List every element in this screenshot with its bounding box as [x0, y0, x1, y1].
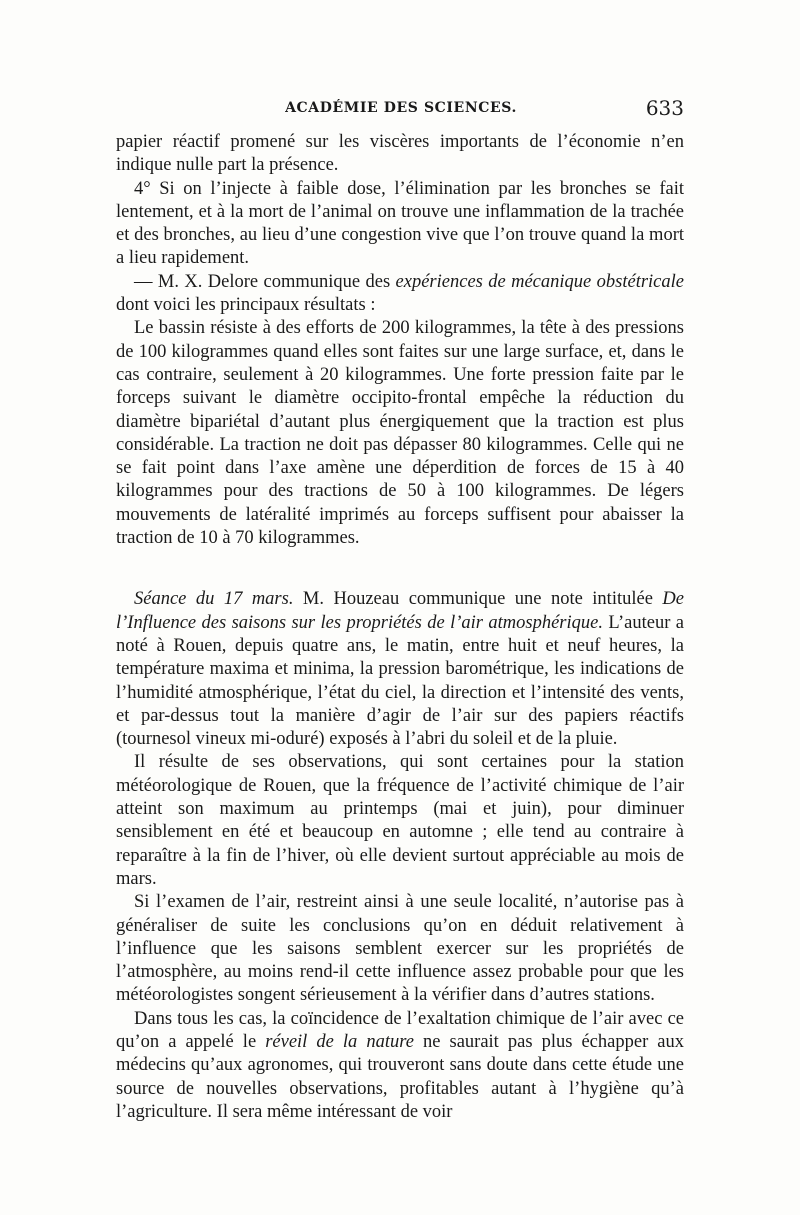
paragraph-3-intro: — M. X. Delore communique des: [134, 271, 396, 292]
paragraph-7: Si l’examen de l’air, restreint ainsi à une seule localité, n’autorise pas à généraliser de suite les conclusions qu’on en déduit relativement à l’influence que les saisons semblent exercer sur les propriétés de l’atmosphère, au moins rend-il cette influence assez probable pour que les météorologistes songent sérieusement à la vérifier dans d’autres stations.: [116, 892, 684, 1006]
paragraph-5-middle: M. Houzeau communique une note intitulée: [293, 589, 663, 610]
paragraph-8-italic: réveil de la nature: [265, 1031, 414, 1052]
paragraph-3-end: dont voici les principaux résultats :: [116, 295, 376, 316]
body-text: [116, 131, 684, 1124]
paragraph-1: papier réactif promené sur les viscères importants de l’économie n’en indique nulle part la présence.: [116, 132, 684, 176]
page-number: 633: [645, 96, 684, 120]
paragraph-2: 4° Si on l’injecte à faible dose, l’élimination par les bronches se fait lentement, et à la mort de l’animal on trouve une inflammation de la trachée et des bronches, au lieu d’une congestion vive que l’on trouve quand la mort a lieu rapidement.: [116, 178, 684, 269]
paragraph-5: [116, 588, 684, 751]
note-title: De l’Influence des saisons sur les propriétés de l’air atmosphérique.: [116, 589, 684, 633]
paragraph-8-intro: Dans tous les cas, la coïncidence de l’exaltation chimique de l’air avec ce qu’on a appelé le: [116, 1008, 684, 1052]
paragraph-8: [116, 1008, 684, 1124]
running-title: ACADÉMIE DES SCIENCES.: [285, 100, 517, 116]
paragraph-5-end: L’auteur a noté à Rouen, depuis quatre ans, le matin, entre huit et neuf heures, la température maxima et minima, la pression barométrique, les indications de l’humidité atmosphérique, l’état du ciel, la direction et l’intensité des vents, et par-dessus tout la manière d’agir de l’air sur des papiers réactifs (tournesol vineux mi-oduré) exposés à l’abri du soleil et de la pluie.: [116, 612, 685, 750]
section-spacer: [116, 550, 684, 588]
running-head: [118, 96, 684, 124]
paragraph-8-end: ne saurait pas plus échapper aux médecins qu’aux agronomes, qui trouveront sans doute dans cette étude une source de nouvelles observations, profitables autant à l’hygiène qu’à l’agriculture. Il sera même intéressant de voir: [116, 1031, 684, 1122]
paragraph-6: Il résulte de ses observations, qui sont certaines pour la station météorologique de Rouen, que la fréquence de l’activité chimique de l’air atteint son maximum au printemps (mai et juin), pour diminuer sensiblement en été et beaucoup en automne ; elle tend au contraire à reparaître à la fin de l’hiver, où elle devient surtout appréciable au mois de mars.: [116, 752, 684, 889]
paragraph-4: Le bassin résiste à des efforts de 200 kilogrammes, la tête à des pressions de 100 kilogrammes quand elles sont faites sur une large surface, et, dans le cas contraire, seulement à 20 kilogrammes. Une forte pression faite par le forceps suivant le diamètre occipito-frontal empêche la réduction du diamètre bipariétal d’autant plus énergiquement que la traction est plus considérable. La traction ne doit pas dépasser 80 kilogrammes. Celle qui ne se fait point dans l’axe amène une déperdition de forces de 15 à 40 kilogrammes pour des tractions de 50 à 100 kilogrammes. De légers mouvements de latéralité imprimés au forceps suffisent pour abaisser la traction de 10 à 70 kilogrammes.: [116, 318, 684, 549]
session-date: Séance du 17 mars.: [134, 589, 294, 610]
paragraph-3: [116, 271, 684, 318]
paragraph-3-italic: expériences de mécanique obstétricale: [395, 271, 684, 292]
